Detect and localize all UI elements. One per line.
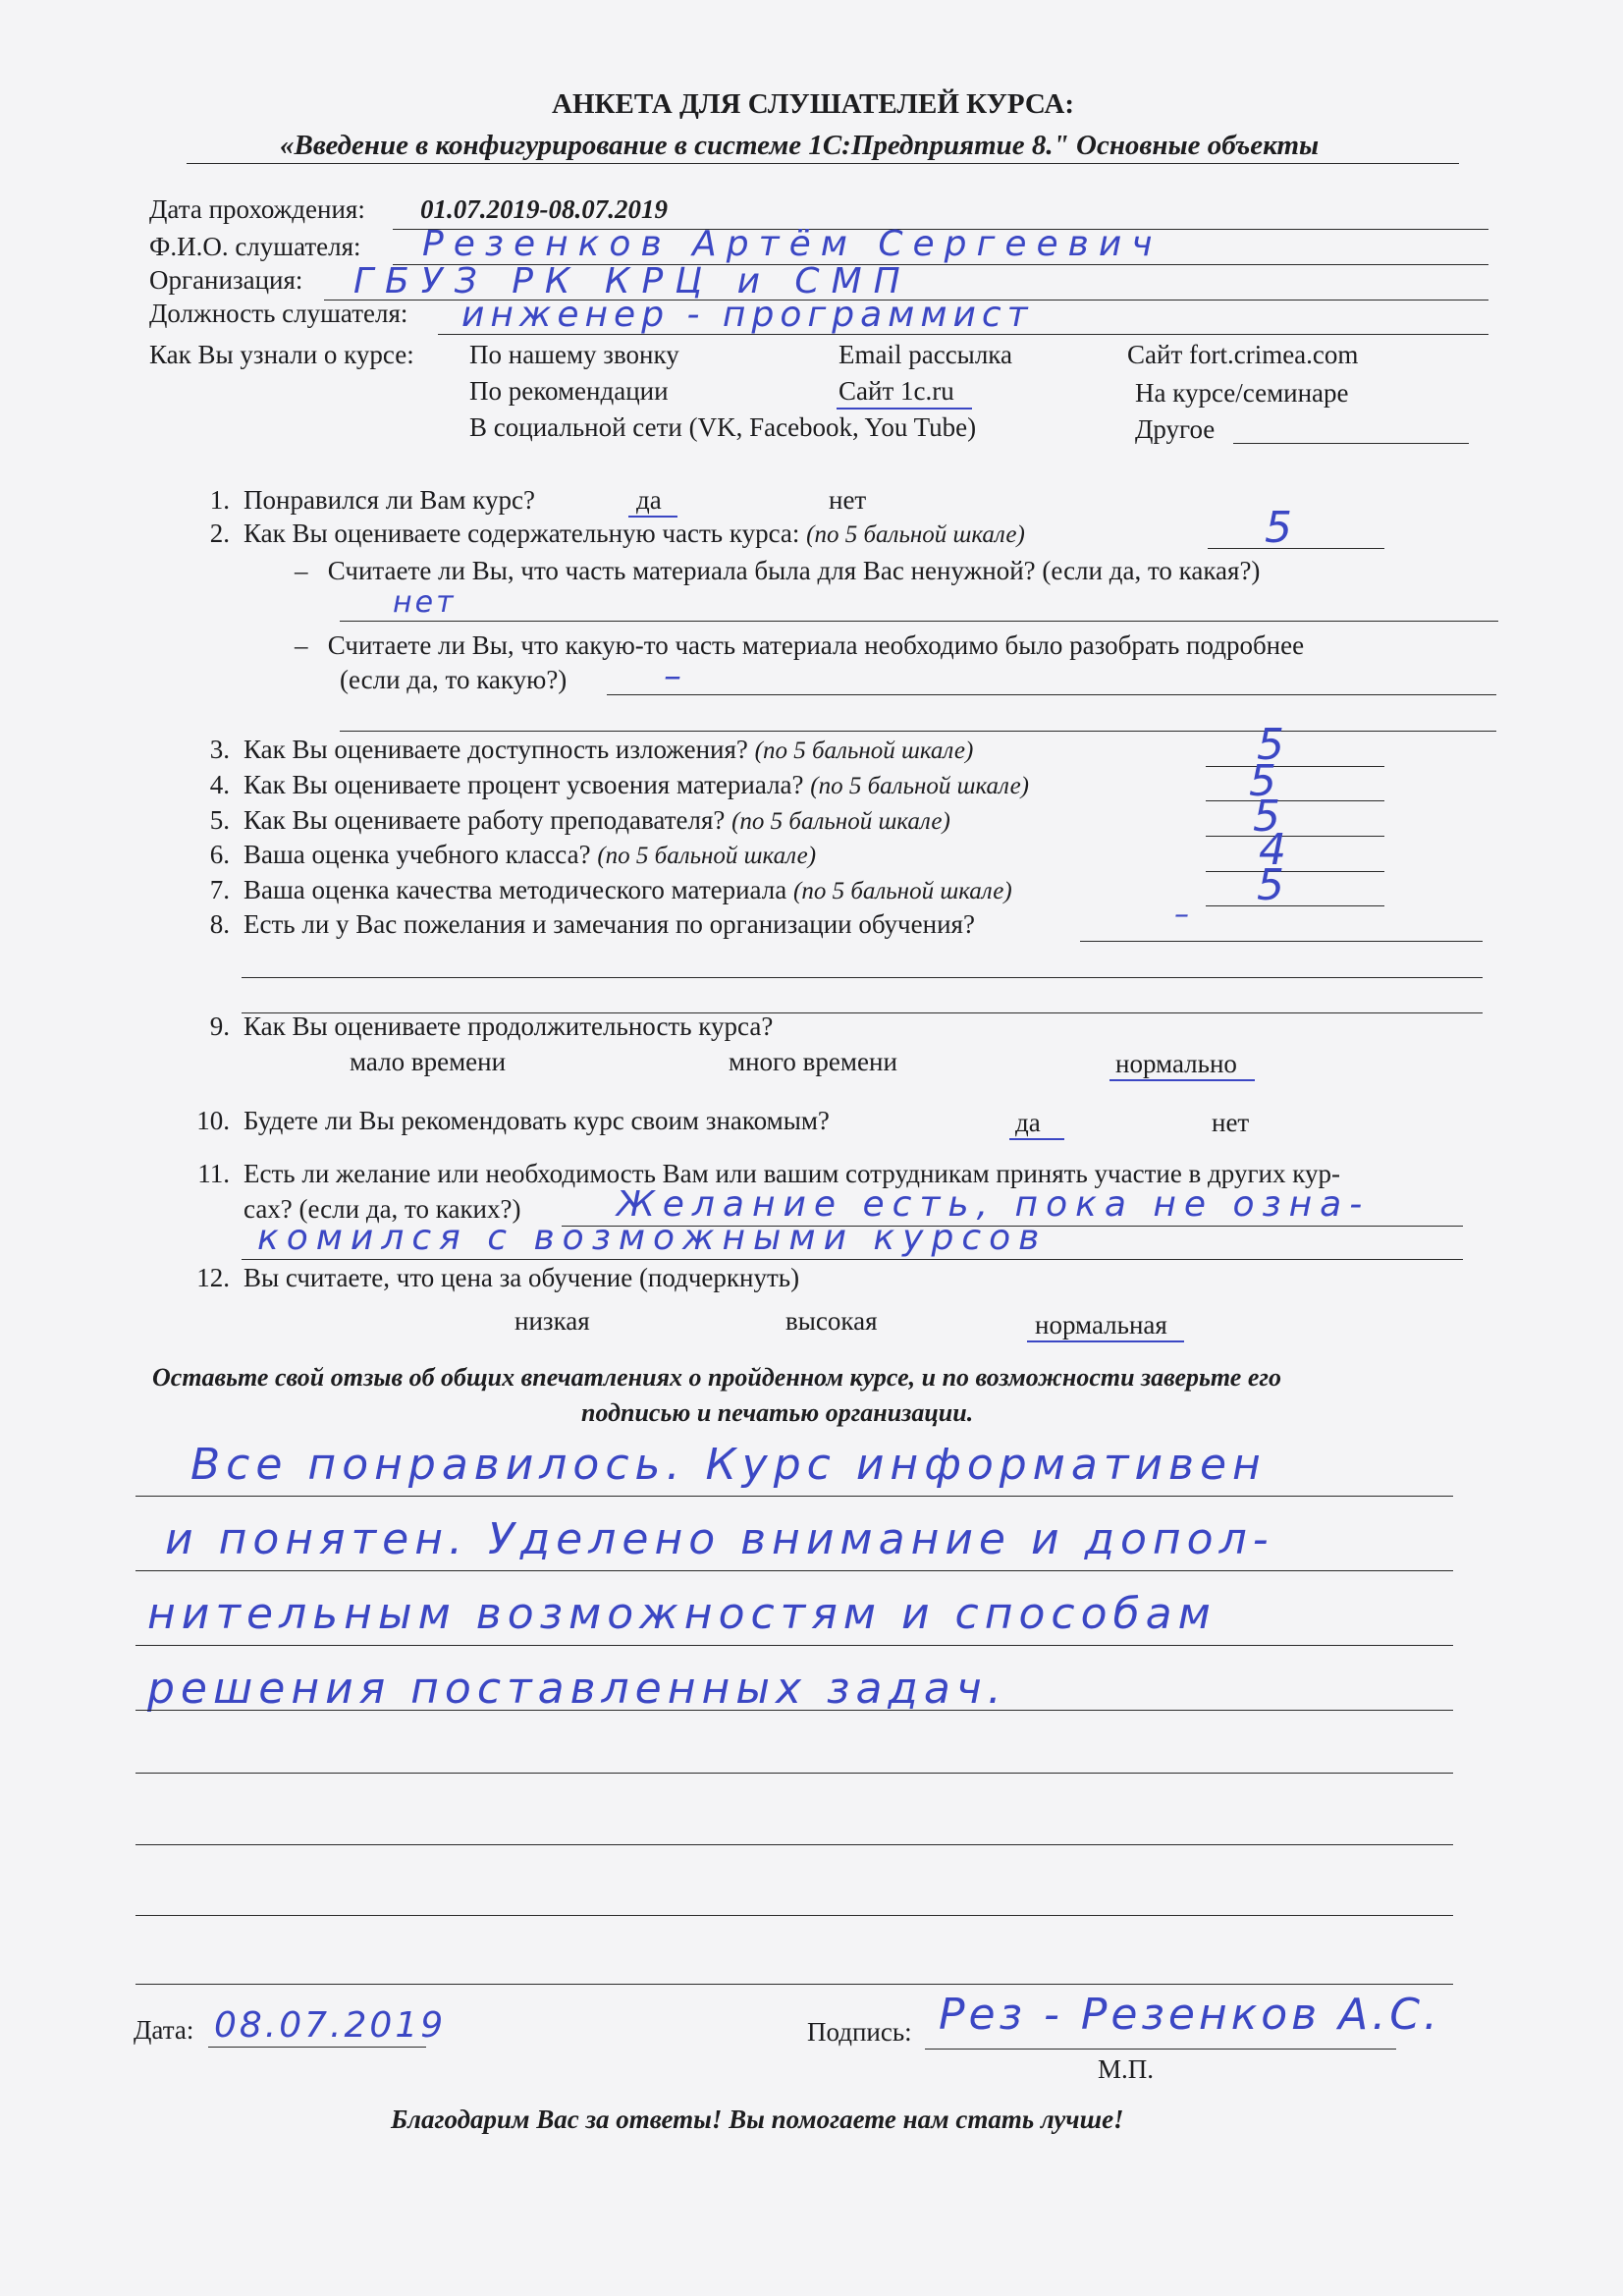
feedback-rule-4	[135, 1710, 1453, 1711]
q8-line2	[242, 977, 1483, 978]
q5-text: 5. Как Вы оцениваете работу преподавателя? (по 5 бальной шкале)	[209, 805, 950, 835]
signature-value[interactable]: Рез - Резенков А.С.	[939, 1990, 1441, 2040]
name-field[interactable]: Резенков Артём Сергеевич	[422, 224, 1163, 264]
q1-text: 1. Понравился ли Вам курс?	[209, 485, 535, 515]
q6-text: 6. Ваша оценка учебного класса? (по 5 бальной шкале)	[209, 840, 817, 869]
q6-line	[1206, 871, 1384, 872]
q6-answer[interactable]: 4	[1259, 825, 1292, 875]
source-label: Как Вы узнали о курсе:	[149, 340, 414, 369]
source-option-email[interactable]: Email рассылка	[839, 340, 1012, 369]
feedback-line-4[interactable]: решения поставленных задач.	[147, 1664, 1007, 1714]
feedback-rule-5	[135, 1773, 1453, 1774]
q2b-text: – Считаете ли Вы, что какую-то часть материала необходимо было разобрать подробнее	[295, 630, 1305, 660]
position-label: Должность слушателя:	[149, 299, 408, 328]
q8-line1	[1080, 941, 1483, 942]
feedback-rule-2	[135, 1570, 1453, 1571]
q2b-line1	[607, 694, 1496, 695]
q7-line	[1206, 905, 1384, 906]
q3-answer[interactable]: 5	[1257, 720, 1290, 770]
feedback-rule-1	[135, 1496, 1453, 1497]
q3-text: 3. Как Вы оцениваете доступность изложения? (по 5 бальной шкале)	[209, 735, 974, 764]
q10-text: 10. Будете ли Вы рекомендовать курс своим знакомым?	[196, 1106, 830, 1135]
feedback-line-1[interactable]: Все понравилось. Курс информативен	[190, 1440, 1267, 1490]
name-label: Ф.И.О. слушателя:	[149, 232, 361, 261]
course-title-underline	[187, 163, 1459, 164]
q2-text: 2. Как Вы оцениваете содержательную часть курса: (по 5 бальной шкале)	[209, 519, 1025, 548]
q2a-answer[interactable]: нет	[393, 585, 457, 620]
q10-no[interactable]: нет	[1212, 1108, 1250, 1137]
q10-yes[interactable]: да	[1015, 1108, 1041, 1137]
q9-option-normal[interactable]: нормально	[1115, 1049, 1237, 1078]
feedback-prompt-line2: подписью и печатью организации.	[581, 1398, 974, 1427]
q2b-text2: (если да, то какую?)	[340, 665, 568, 694]
footer-date-label: Дата:	[134, 2015, 194, 2045]
q9-selected-underline	[1109, 1079, 1255, 1081]
stamp-label: М.П.	[1098, 2054, 1155, 2084]
q2-line	[1208, 548, 1384, 549]
q5-line	[1206, 836, 1384, 837]
q2-answer[interactable]: 5	[1265, 503, 1298, 553]
feedback-rule-3	[135, 1645, 1453, 1646]
q11-answer-line1[interactable]: Желание есть, пока не озна-	[617, 1184, 1371, 1225]
q9-text: 9. Как Вы оцениваете продолжительность курса?	[209, 1011, 774, 1041]
q1-no[interactable]: нет	[829, 485, 867, 515]
footer-date-value[interactable]: 08.07.2019	[214, 2005, 447, 2046]
q1-yes[interactable]: да	[636, 485, 662, 515]
q12-option-high[interactable]: высокая	[785, 1306, 878, 1336]
q8-text: 8. Есть ли у Вас пожелания и замечания по организации обучения?	[209, 909, 975, 939]
source-other-line	[1233, 443, 1469, 444]
q12-text: 12. Вы считаете, что цена за обучение (подчеркнуть)	[196, 1263, 800, 1292]
source-selected-underline	[837, 408, 972, 410]
q9-option-little[interactable]: мало времени	[350, 1047, 507, 1076]
q11-text2: сах? (если да, то каких?)	[243, 1194, 521, 1224]
feedback-line-3[interactable]: нительным возможностям и способам	[147, 1589, 1217, 1639]
feedback-rule-7	[135, 1915, 1453, 1916]
org-label: Организация:	[149, 265, 303, 295]
q2a-line	[340, 621, 1498, 622]
q12-option-normal[interactable]: нормальная	[1035, 1310, 1167, 1339]
feedback-rule-8	[135, 1984, 1453, 1985]
source-option-fort-site[interactable]: Сайт fort.crimea.com	[1127, 340, 1359, 369]
date-label: Дата прохождения:	[149, 194, 365, 224]
q7-text: 7. Ваша оценка качества методического материала (по 5 бальной шкале)	[209, 875, 1012, 904]
position-line	[438, 334, 1488, 335]
q7-answer[interactable]: 5	[1257, 860, 1290, 910]
q12-option-low[interactable]: низкая	[514, 1306, 590, 1336]
source-option-recommendation[interactable]: По рекомендации	[469, 376, 669, 406]
q8-answer[interactable]: –	[1174, 898, 1192, 932]
feedback-line-2[interactable]: и понятен. Уделено внимание и допол-	[165, 1514, 1274, 1564]
q11-text: 11. Есть ли желание или необходимость Вам или вашим сотрудникам принять участие в других кур-	[197, 1159, 1340, 1188]
q2b-answer[interactable]: –	[664, 656, 684, 696]
q5-answer[interactable]: 5	[1253, 792, 1286, 842]
q4-text: 4. Как Вы оцениваете процент усвоения материала? (по 5 бальной шкале)	[209, 770, 1029, 799]
thanks-text: Благодарим Вас за ответы! Вы помогаете нам стать лучше!	[391, 2105, 1124, 2134]
source-option-1c-site[interactable]: Сайт 1c.ru	[839, 376, 954, 406]
position-field[interactable]: инженер - программист	[461, 295, 1034, 335]
feedback-rule-6	[135, 1844, 1453, 1845]
q11-line2	[242, 1259, 1463, 1260]
source-option-call[interactable]: По нашему звонку	[469, 340, 679, 369]
q4-line	[1206, 800, 1384, 801]
course-title: «Введение в конфигурирование в системе 1С:Предприятие 8." Основные объекты	[280, 130, 1320, 161]
q2a-text: – Считаете ли Вы, что часть материала была для Вас ненужной? (если да, то какая?)	[295, 556, 1261, 585]
source-option-seminar[interactable]: На курсе/семинаре	[1135, 378, 1349, 408]
signature-line	[925, 2049, 1396, 2050]
footer-date-line	[208, 2047, 426, 2048]
q3-line	[1206, 766, 1384, 767]
q12-selected-underline	[1027, 1340, 1184, 1342]
feedback-prompt-line1: Оставьте свой отзыв об общих впечатлениях о пройденном курсе, и по возможности заверьте его	[152, 1363, 1281, 1392]
q2b-line2	[340, 731, 1496, 732]
q4-answer[interactable]: 5	[1249, 756, 1282, 806]
survey-title: АНКЕТА ДЛЯ СЛУШАТЕЛЕЙ КУРСА:	[552, 88, 1075, 120]
source-option-social[interactable]: В социальной сети (VK, Facebook, You Tube)	[469, 412, 977, 442]
q9-option-much[interactable]: много времени	[729, 1047, 897, 1076]
q11-answer-line2[interactable]: комился с возможными курсов	[257, 1218, 1048, 1258]
q1-yes-underline	[628, 516, 677, 518]
org-field[interactable]: ГБУЗ РК КРЦ и СМП	[353, 261, 912, 301]
q10-yes-underline	[1009, 1138, 1064, 1140]
source-option-other[interactable]: Другое	[1135, 414, 1216, 444]
signature-label: Подпись:	[807, 2017, 912, 2047]
date-value: 01.07.2019-08.07.2019	[420, 194, 668, 224]
